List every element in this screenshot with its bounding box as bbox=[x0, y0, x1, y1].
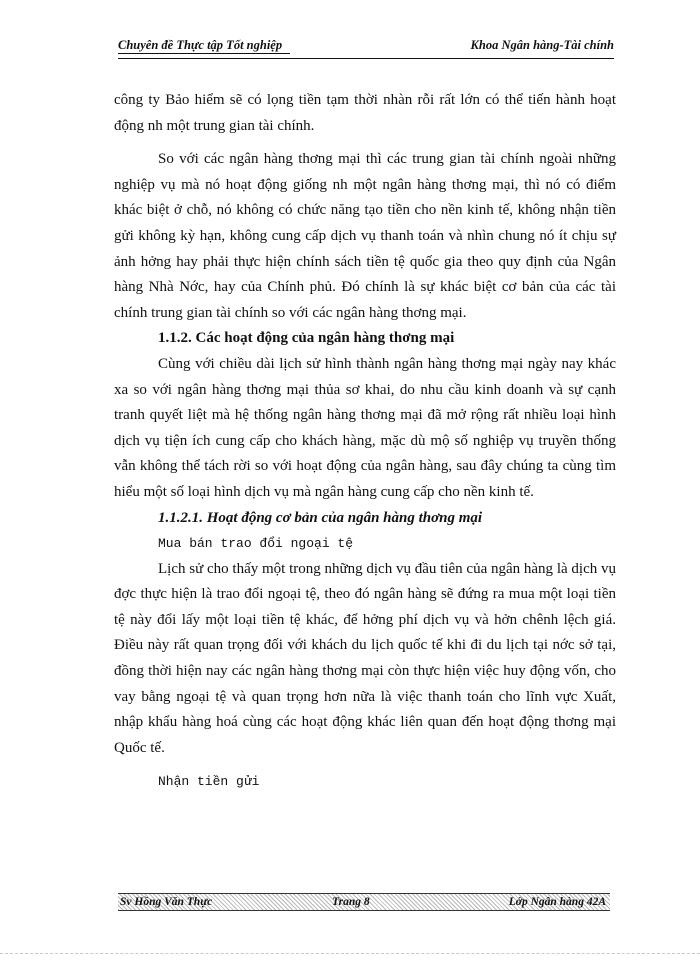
paragraph-2: So với các ngân hàng thơng mại thì các trung gian tài chính ngoài những nghiệp vụ mà nó hoạt động giống nh một ngân hàng thơng mại, thì nó có điểm khác biệt ở chỗ, nó không có chức năng tạo tiền cho nền kinh tế, không nhận tiền gửi không kỳ hạn, không cung cấp dịch vụ thanh toán và nhìn chung nó ít chịu sự ảnh hởng hay phải thực hiện chính sách tiền tệ quốc gia theo quy định của Ngân hàng Nhà Nớc, hay của Chính phủ. Đó chính là sự khác biệt cơ bản của các tài chính trung gian tài chính so với các ngân hàng thơng mại. bbox=[114, 151, 616, 321]
header-title-left: Chuyên đề Thực tập Tốt nghiệp bbox=[118, 38, 290, 54]
paragraph-1: công ty Bảo hiểm sẽ có lọng tiền tạm thời nhàn rỗi rất lớn có thể tiến hành hoạt động nh một trung gian tài chính. bbox=[114, 92, 616, 134]
footer-page-number: Trang 8 bbox=[332, 896, 370, 908]
topic-label-foreign-exchange: Mua bán trao đổi ngoại tệ bbox=[158, 536, 354, 552]
topic-label-deposits: Nhận tiền gửi bbox=[158, 774, 260, 790]
section-heading-1-1-2: 1.1.2. Các hoạt động của ngân hàng thơng mại bbox=[158, 330, 455, 347]
footer-author: Sv Hồng Văn Thực bbox=[120, 896, 213, 908]
section-heading-1-1-2-1: 1.1.2.1. Hoạt động cơ bản của ngân hàng thơng mại bbox=[158, 509, 483, 526]
paragraph-4: Lịch sử cho thấy một trong những dịch vụ đầu tiên của ngân hàng là dịch vụ đợc thực hiện là trao đổi ngoại tệ, theo đó ngân hàng sẽ đứng ra mua một loại tiền tệ này đổi lấy một loại tiền tệ khác, để hởng phí dịch vụ và hởn chênh lệch giá. Điều này rất quan trọng đối với khách du lịch quốc tế khi đi du lịch tại nớc sở tại, đồng thời hiện nay các ngân hàng thơng mại còn thực hiện việc huy động vốn, cho vay bằng ngoại tệ và quan trọng hơn nữa là việc thanh toán cho lĩnh vực Xuất, nhập khẩu hàng hoá cùng các hoạt động khác liên quan đến hoạt động thơng mại Quốc tế. bbox=[114, 560, 616, 756]
header-divider bbox=[118, 58, 614, 59]
header-title-right: Khoa Ngân hàng-Tài chính bbox=[470, 38, 614, 52]
paragraph-3: Cùng với chiều dài lịch sử hình thành ngân hàng thơng mại ngày nay khác xa so với ngân hàng thơng mại thủa sơ khai, do nhu cầu kinh doanh và sự cạnh tranh quyết liệt mà hệ thống ngân hàng thơng mại đã mở rộng rất nhiều loại hình dịch vụ tiện ích cung cấp cho khách hàng, mặc dù mộ số nghiệp vụ truyền thống vẫn không thể tách rời so với hoạt động của ngân hàng, sau đây chúng ta cùng tìm hiểu một số loại hình dịch vụ mà ngân hàng cung cấp cho nền kinh tế. bbox=[114, 355, 616, 500]
footer-class: Lớp Ngân hàng 42A bbox=[508, 896, 606, 908]
document-body bbox=[114, 88, 616, 795]
page-footer bbox=[118, 893, 610, 911]
page-break-line bbox=[0, 953, 700, 954]
page-header bbox=[118, 38, 614, 56]
